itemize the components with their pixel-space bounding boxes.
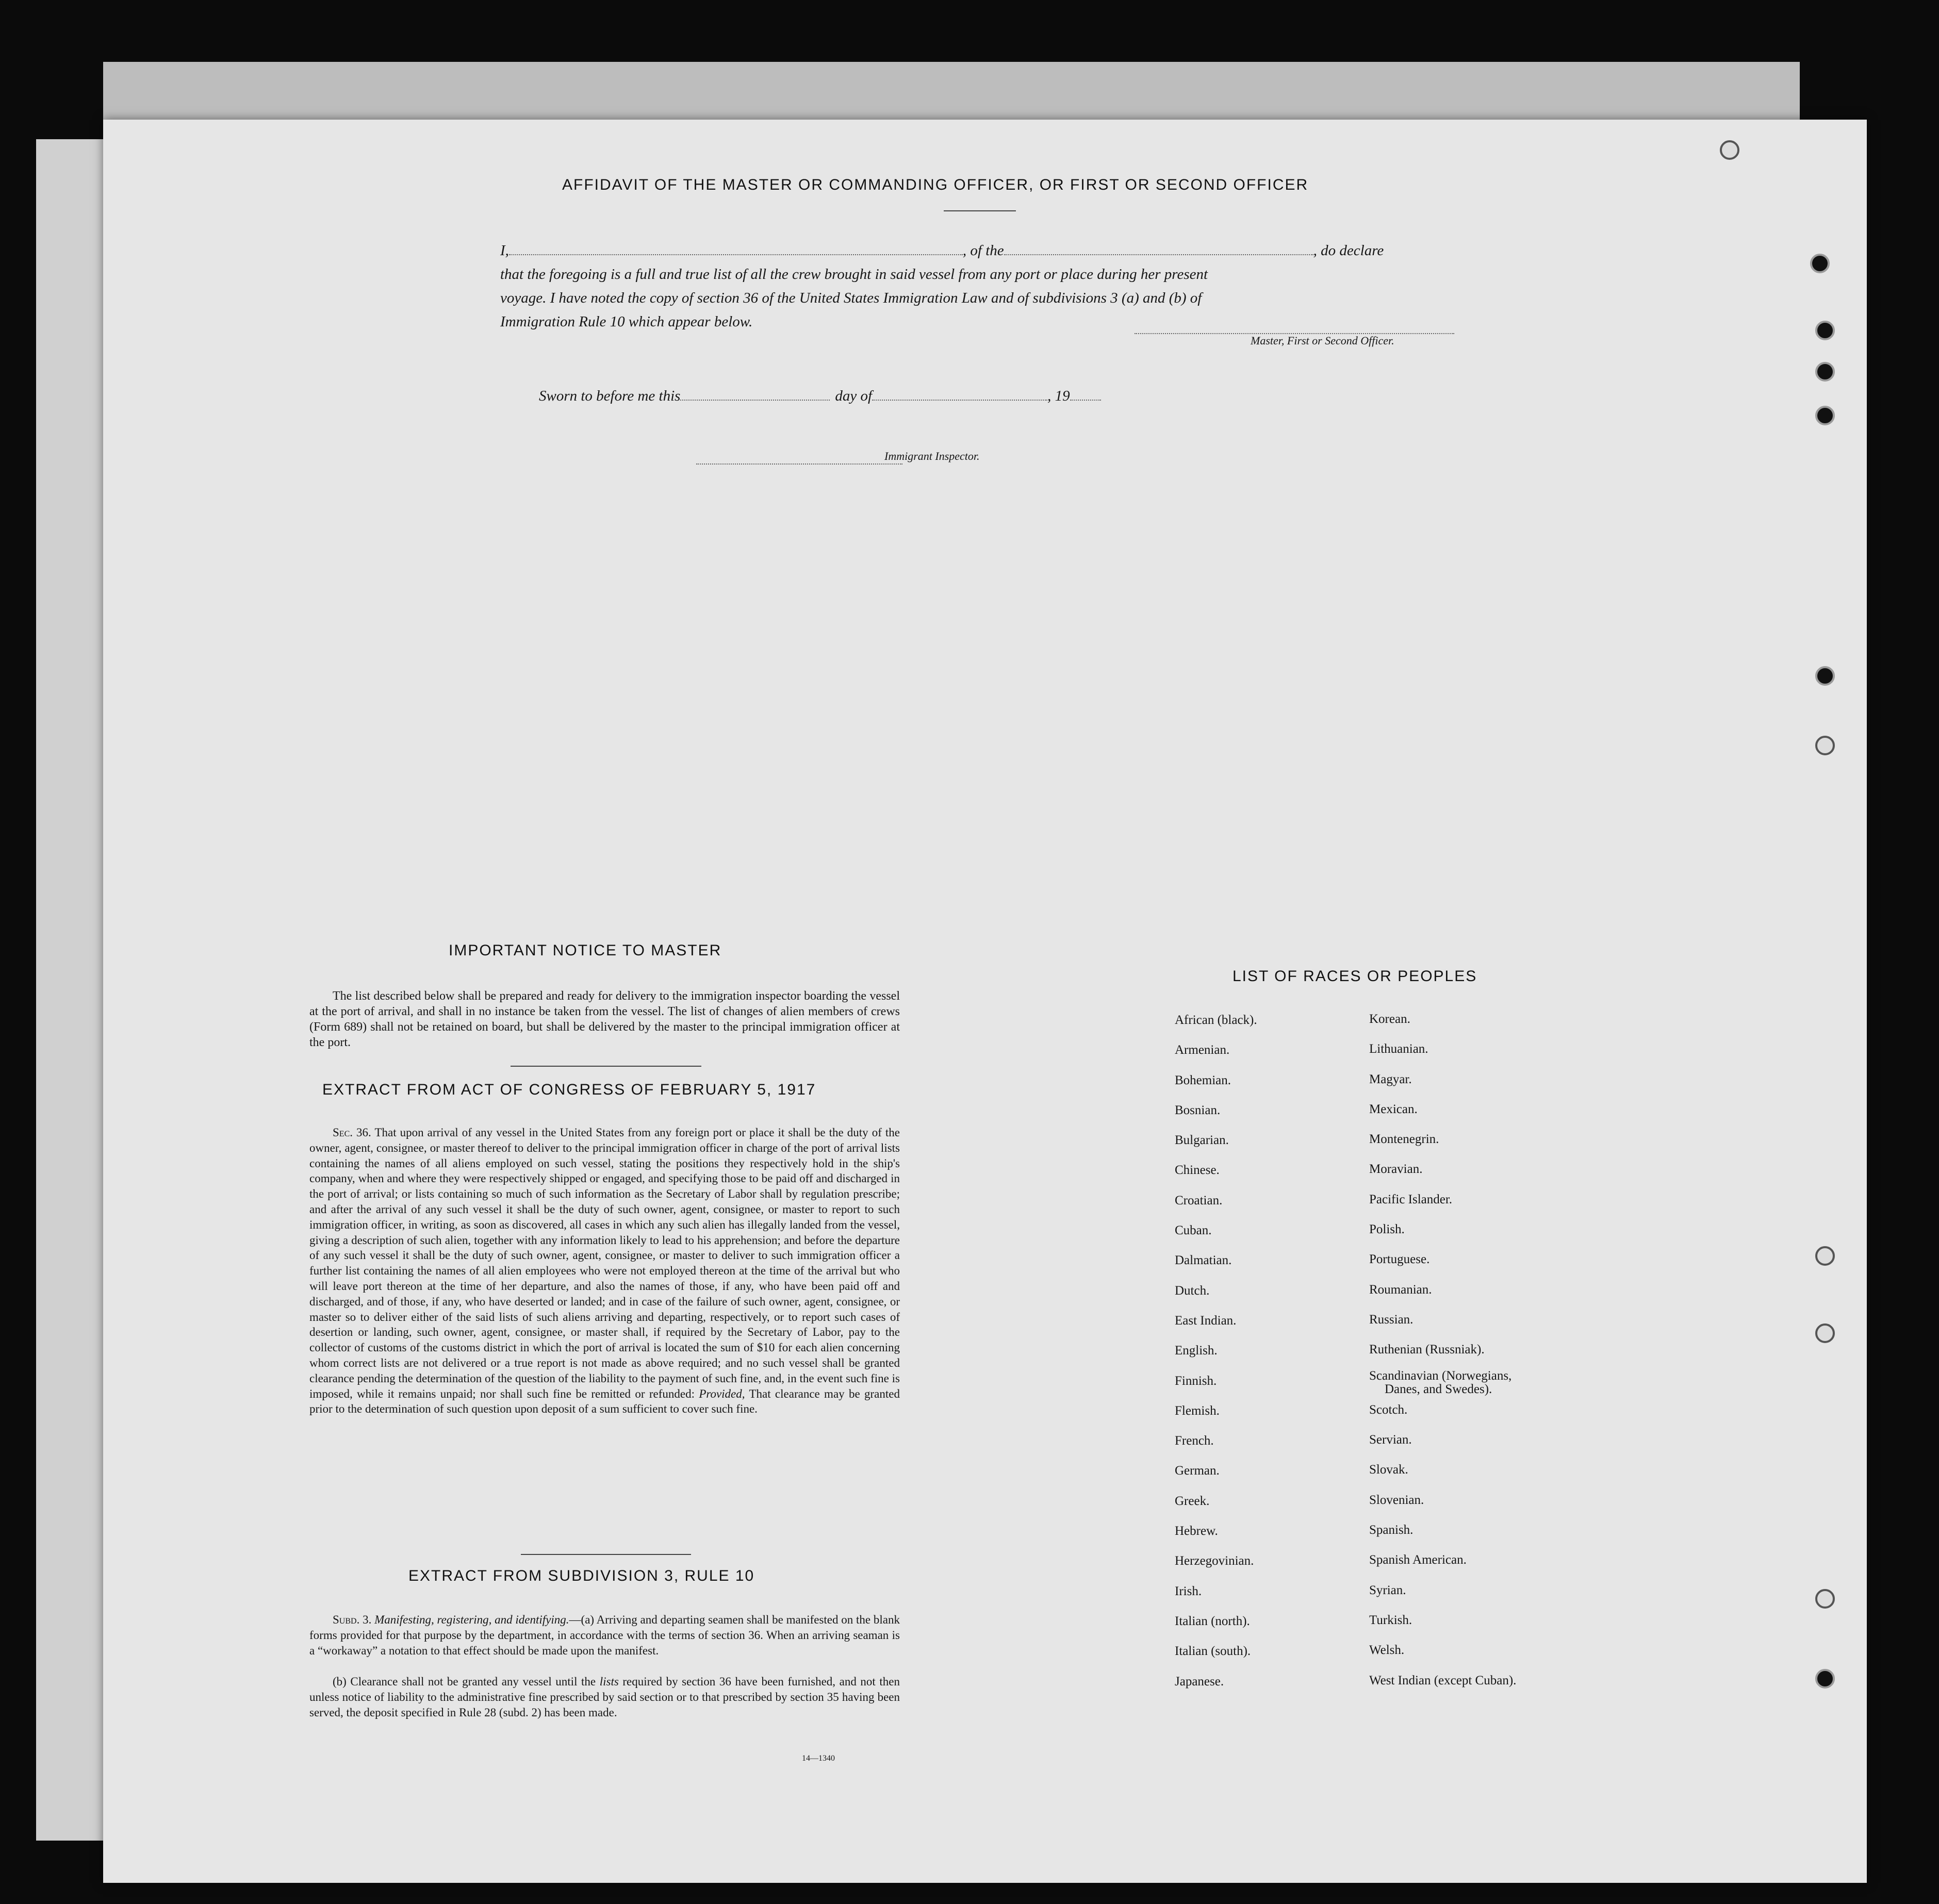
punch-hole [1815, 406, 1835, 425]
year-blank [1070, 400, 1101, 401]
race-item: Italian (south). [1175, 1644, 1251, 1659]
race-item: German. [1175, 1464, 1220, 1478]
race-item: Ruthenian (Russniak). [1369, 1343, 1485, 1357]
race-item: Moravian. [1369, 1162, 1423, 1177]
inspector-caption: Immigrant Inspector. [884, 450, 980, 462]
year-text: , 19 [1047, 388, 1070, 404]
race-item: Flemish. [1175, 1403, 1220, 1418]
affidavit-title: AFFIDAVIT OF THE MASTER OR COMMANDING OFFICER, OR FIRST OR SECOND OFFICER [562, 176, 1309, 193]
title-rule [944, 210, 1016, 211]
act-provided: Provided, [699, 1387, 745, 1400]
affidavit-line-1 [500, 242, 1475, 259]
affidavit-line-4: Immigration Rule 10 which appear below. [500, 313, 753, 330]
race-item: Irish. [1175, 1584, 1202, 1598]
races-column-1 [1175, 1005, 1257, 1697]
race-item: African (black). [1175, 1013, 1257, 1027]
race-item: Scotch. [1369, 1402, 1408, 1417]
race-item: Herzegovinian. [1175, 1554, 1254, 1568]
rule-para-b-start: (b) Clearance shall not be granted any vessel until the [333, 1675, 596, 1688]
back-sheet-top [103, 62, 1800, 129]
rule-subd-title: Manifesting, registering, and identifying. [374, 1613, 569, 1626]
race-item: Bohemian. [1175, 1073, 1231, 1087]
race-item: Mexican. [1369, 1102, 1418, 1116]
race-item: Bulgarian. [1175, 1133, 1229, 1148]
form-number: 14—1340 [802, 1754, 835, 1763]
race-item-scandinavian-cont: Danes, and Swedes). [1385, 1382, 1492, 1396]
affidavit-of-the: , of the [962, 242, 1004, 259]
race-item: Greek. [1175, 1494, 1210, 1508]
day-blank [680, 400, 830, 401]
punch-hole [1815, 321, 1835, 340]
race-item: Croatian. [1175, 1193, 1223, 1207]
race-item: Italian (north). [1175, 1614, 1250, 1628]
rule-para-b-end: required by section 36 have been furnished, and not then unless notice of liability to the administrative fine prescribed by said section or to that prescribed by section 35 having been served, the deposit specified in Rule 28 (subd. 2) has been made. [309, 1675, 900, 1719]
notice-title: IMPORTANT NOTICE TO MASTER [449, 942, 722, 959]
race-item: English. [1175, 1344, 1218, 1358]
race-item: Magyar. [1369, 1072, 1412, 1086]
race-item: Pacific Islander. [1369, 1192, 1453, 1206]
inspector-line [696, 462, 902, 465]
punch-hole [1815, 1589, 1835, 1609]
rule-para-b [309, 1674, 900, 1720]
race-item: Spanish. [1369, 1523, 1414, 1537]
affidavit-line-2: that the foregoing is a full and true list of all the crew brought in said vessel from any port or place during her present [500, 266, 1208, 283]
races-title: LIST OF RACES OR PEOPLES [1233, 968, 1477, 985]
back-sheet-left [36, 139, 108, 1841]
race-item: Bosnian. [1175, 1103, 1221, 1117]
sworn-line [539, 388, 1101, 405]
race-item: Slovak. [1369, 1463, 1408, 1477]
race-item: Welsh. [1369, 1643, 1405, 1658]
race-item: Turkish. [1369, 1613, 1412, 1627]
rule-para-b-lists: lists [599, 1675, 619, 1688]
race-item: Syrian. [1369, 1583, 1406, 1597]
race-item: East Indian. [1175, 1313, 1237, 1328]
notice-body: The list described below shall be prepared and ready for delivery to the immigration inspector boarding the vessel at the port of arrival, and shall in no instance be taken from the vessel. The list of changes of alien members of crews (Form 689) shall not be retained on board, but shall be delivered by the master to the principal immigration officer at the port. [309, 989, 900, 1049]
rule-title: EXTRACT FROM SUBDIVISION 3, RULE 10 [408, 1567, 755, 1584]
race-item: Armenian. [1175, 1043, 1230, 1057]
punch-hole [1815, 1669, 1835, 1688]
day-of-text: day of [835, 388, 873, 404]
race-item: Polish. [1369, 1222, 1405, 1237]
race-item [1369, 1365, 1516, 1395]
punch-hole [1815, 736, 1835, 755]
race-item: Japanese. [1175, 1674, 1224, 1688]
signature-caption: Master, First or Second Officer. [1251, 334, 1394, 347]
race-item: Hebrew. [1175, 1524, 1218, 1538]
race-item: Chinese. [1175, 1163, 1220, 1178]
document-page [103, 120, 1867, 1883]
punch-hole [1815, 666, 1835, 686]
race-item: Finnish. [1175, 1373, 1217, 1388]
act-body-end: That clearance may be granted prior to the determination of such question upon deposit of a sum sufficient to cover such fine. [309, 1387, 900, 1416]
race-item: Roumanian. [1369, 1282, 1432, 1297]
race-item: Dutch. [1175, 1283, 1210, 1298]
affidavit-declare: , do declare [1313, 242, 1384, 259]
race-item: French. [1175, 1434, 1214, 1448]
race-item: Korean. [1369, 1012, 1410, 1026]
act-body: That upon arrival of any vessel in the United States from any foreign port or place it shall be the duty of the owner, agent, consignee, or master thereof to deliver to the principal immigration officer in charge of the port of arrival lists containing the names of all aliens employed on such vessel, stating the positions they respectively hold in the ship's company, when and where they were respectively shipped or engaged, and specifying those to be paid off and discharged in the port of arrival; or lists containing so much of such information as the Secretary of Labor shall by regulation prescribe; and after the arrival of any such vessel it shall be the duty of such owner, agent, consignee, or master to report to such immigration officer, in writing, as soon as discovered, all cases in which any such alien has illegally landed from the vessel, giving a description of such alien, together with any information likely to lead to his apprehension; and before the departure of any such vessel it shall be the duty of such owner, agent, consignee, or master to deliver to such immigration officer a further list containing the names of all alien employees who were not employed thereon at the time of the arrival but who will leave port thereon at the time of her departure, and also the names of those, if any, who have been paid off and discharged, and of those, if any, who have deserted or landed; and in case of the failure of such owner, agent, consignee, or master so to deliver either of the said lists of such aliens arriving and departing, respectively, or to report such cases of desertion or landing, such owner, agent, consignee, or master shall, if required by the Secretary of Labor, pay to the collector of customs of the customs district in which the port of arrival is located the sum of $10 for each alien concerning whom correct lists are not delivered or a true report is not made as above required; and no such vessel shall be granted clearance pending the determination of the question of the liability to the payment of such fine, and, in the event such fine is imposed, while it remains unpaid; nor shall such fine be remitted or refunded: [309, 1126, 900, 1400]
punch-hole [1815, 1323, 1835, 1343]
affidavit-i: I, [500, 242, 509, 259]
race-item: Cuban. [1175, 1223, 1212, 1238]
punch-hole [1720, 140, 1739, 160]
race-item-scandinavian: Scandinavian (Norwegians, [1369, 1368, 1512, 1383]
notice-text [309, 988, 900, 1050]
race-item: Russian. [1369, 1312, 1414, 1327]
rule-para-a-text: —(a) Arriving and departing seamen shall be manifested on the blank forms provided for that purpose by the department, in accordance with the terms of section 36. When an arriving seaman is a “workaway” a notation to that effect should be made upon the manifest. [309, 1613, 900, 1657]
rule-subd-label: Subd. 3. [333, 1613, 372, 1626]
sworn-text: Sworn to before me this [539, 388, 681, 404]
act-text [309, 1125, 900, 1417]
race-item: Spanish American. [1369, 1553, 1467, 1567]
act-title: EXTRACT FROM ACT OF CONGRESS OF FEBRUARY 5, 1917 [322, 1081, 816, 1098]
punch-hole [1810, 254, 1830, 273]
notice-rule [511, 1066, 701, 1067]
name-blank [509, 254, 963, 255]
race-item: Slovenian. [1369, 1493, 1424, 1507]
race-item: Lithuanian. [1369, 1042, 1428, 1056]
race-item: Montenegrin. [1369, 1132, 1439, 1147]
punch-hole [1815, 1246, 1835, 1266]
act-section-label: Sec. 36. [333, 1126, 371, 1139]
race-item: Dalmatian. [1175, 1253, 1232, 1268]
race-item: Portuguese. [1369, 1252, 1430, 1267]
act-rule [521, 1554, 691, 1555]
month-blank [872, 400, 1047, 401]
rule-para-a [309, 1612, 900, 1658]
punch-hole [1815, 362, 1835, 382]
vessel-blank [1004, 254, 1313, 255]
races-column-2 [1369, 1004, 1516, 1696]
race-item: West Indian (except Cuban). [1369, 1673, 1517, 1687]
affidavit-line-3: voyage. I have noted the copy of section 36 of the United States Immigration Law and of subdivisions 3 (a) and (b) of [500, 290, 1202, 306]
race-item: Servian. [1369, 1433, 1412, 1447]
